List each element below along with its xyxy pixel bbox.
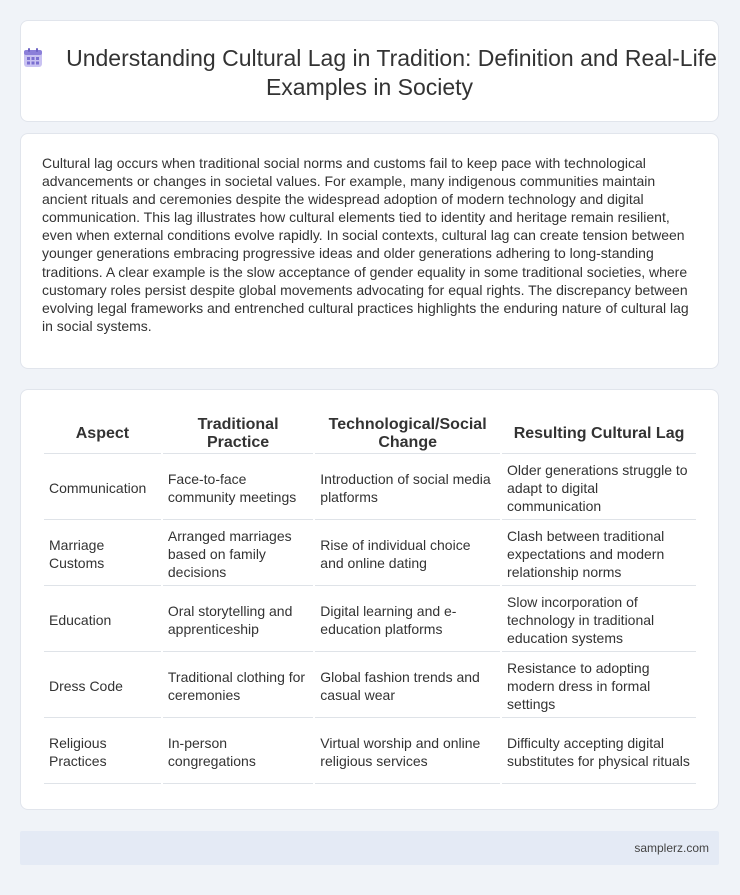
table-cell: Resistance to adopting modern dress in formal settings [502, 654, 696, 718]
table-cell: Global fashion trends and casual wear [315, 654, 500, 718]
table-cell: Religious Practices [44, 720, 161, 784]
calendar-icon [22, 47, 44, 69]
table-card [20, 389, 719, 810]
table-cell: Oral storytelling and apprenticeship [163, 588, 313, 652]
title-card [20, 20, 719, 122]
table-cell: Rise of individual choice and online dating [315, 522, 500, 586]
table-row [44, 588, 696, 652]
header-change: Technological/Social Change [315, 414, 500, 454]
footer-site-link[interactable]: samplerz.com [634, 841, 709, 855]
table-cell: Marriage Customs [44, 522, 161, 586]
table-row [44, 522, 696, 586]
intro-paragraph: Cultural lag occurs when traditional social norms and customs fail to keep pace with technological advancements or changes in societal values. For example, many indigenous communities maintain ancient rituals and ceremonies despite the widespread adoption of modern technology and digital communication. This lag illustrates how cultural elements tied to identity and heritage remain resilient, even when external conditions evolve rapidly. In social contexts, cultural lag can create tension between younger generations embracing progressive ideas and older generations adhering to long-standing traditions. A clear example is the slow acceptance of gender equality in some traditional societies, where customary roles persist despite global movements advocating for equal rights. The discrepancy between evolving legal frameworks and entrenched cultural practices highlights the enduring nature of cultural lag in social systems. [42, 155, 689, 334]
footer-bar [20, 831, 719, 865]
table-row [44, 654, 696, 718]
table-cell: Clash between traditional expectations and modern relationship norms [502, 522, 696, 586]
table-cell: Difficulty accepting digital substitutes for physical rituals [502, 720, 696, 784]
table-cell: Education [44, 588, 161, 652]
table-row [44, 720, 696, 784]
page-title: Understanding Cultural Lag in Tradition: Definition and Real-Life Examples in Society [66, 45, 717, 100]
table-row [44, 456, 696, 520]
table-cell: Slow incorporation of technology in traditional education systems [502, 588, 696, 652]
intro-card [20, 133, 719, 369]
table-cell: Traditional clothing for ceremonies [163, 654, 313, 718]
header-resulting-lag: Resulting Cultural Lag [502, 414, 696, 454]
table-cell: Communication [44, 456, 161, 520]
table-cell: Arranged marriages based on family decisions [163, 522, 313, 586]
table-cell: Digital learning and e-education platforms [315, 588, 500, 652]
table-cell: Dress Code [44, 654, 161, 718]
table-cell: Older generations struggle to adapt to digital communication [502, 456, 696, 520]
table-cell: Face-to-face community meetings [163, 456, 313, 520]
table-cell: In-person congregations [163, 720, 313, 784]
table-cell: Introduction of social media platforms [315, 456, 500, 520]
page-title-wrap [21, 44, 718, 102]
table-cell: Virtual worship and online religious services [315, 720, 500, 784]
cultural-lag-table [42, 412, 698, 786]
header-aspect: Aspect [44, 414, 161, 454]
table-header-row [44, 414, 696, 454]
header-traditional-practice: Traditional Practice [163, 414, 313, 454]
